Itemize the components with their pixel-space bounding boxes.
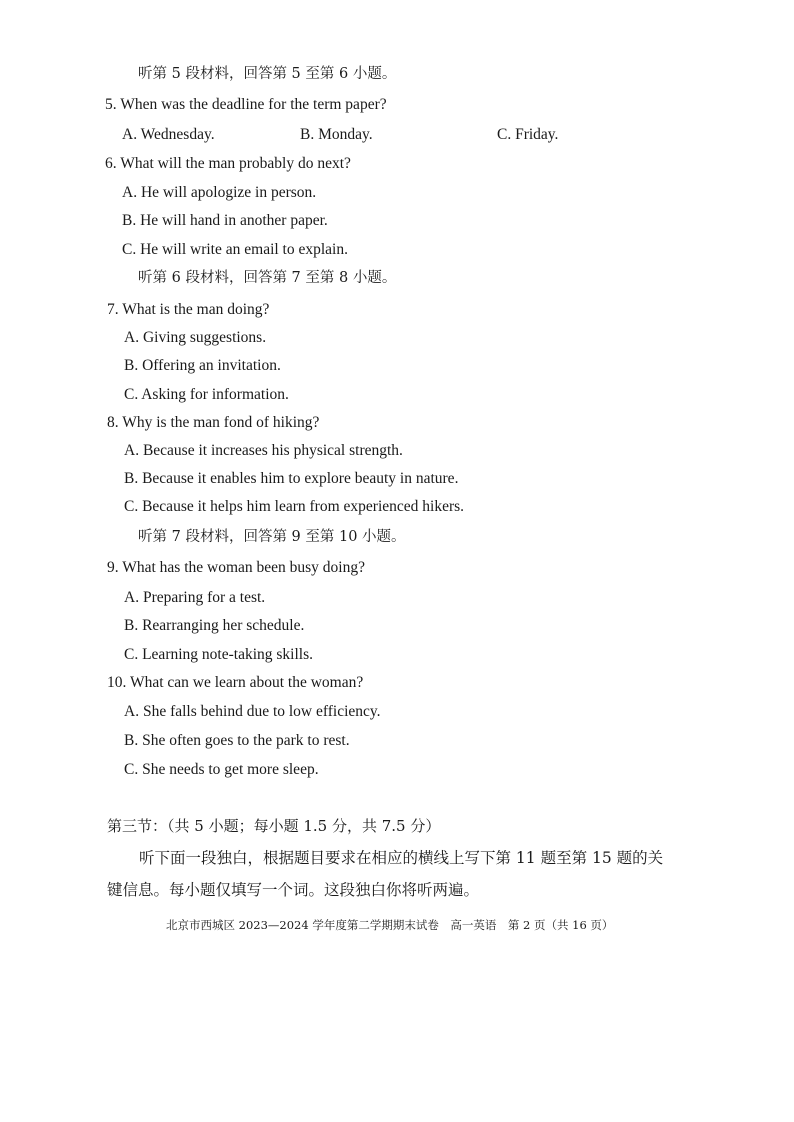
question-5-option-c: C. Friday. bbox=[497, 126, 559, 143]
part3-heading: 第三节：（共 5 小题；每小题 1.5 分，共 7.5 分） bbox=[107, 817, 441, 835]
question-5-option-a: A. Wednesday. bbox=[122, 126, 215, 143]
question-9-option-b: B. Rearranging her schedule. bbox=[124, 617, 305, 634]
part3-instruction-line2: 键信息。每小题仅填写一个词。这段独白你将听两遍。 bbox=[107, 881, 480, 899]
question-5-option-b: B. Monday. bbox=[300, 126, 373, 143]
question-8-option-b: B. Because it enables him to explore beauty in nature. bbox=[124, 470, 459, 487]
part3-instruction-line1: 听下面一段独白，根据题目要求在相应的横线上写下第 11 题至第 15 题的关 bbox=[139, 849, 664, 867]
question-8-option-c: C. Because it helps him learn from experienced hikers. bbox=[124, 498, 465, 515]
question-10-stem: 10. What can we learn about the woman? bbox=[107, 674, 364, 691]
question-10-option-b: B. She often goes to the park to rest. bbox=[124, 732, 350, 749]
question-10-option-a: A. She falls behind due to low efficiency. bbox=[124, 703, 381, 720]
question-7-option-b: B. Offering an invitation. bbox=[124, 357, 281, 374]
question-10-option-c: C. She needs to get more sleep. bbox=[124, 761, 319, 778]
question-6-option-b: B. He will hand in another paper. bbox=[122, 212, 328, 229]
question-9-stem: 9. What has the woman been busy doing? bbox=[107, 559, 365, 576]
question-8-option-a: A. Because it increases his physical strength. bbox=[124, 442, 403, 459]
question-7-option-a: A. Giving suggestions. bbox=[124, 329, 267, 346]
question-9-option-c: C. Learning note-taking skills. bbox=[124, 646, 313, 663]
question-7-option-c: C. Asking for information. bbox=[124, 386, 289, 403]
question-7-stem: 7. What is the man doing? bbox=[107, 301, 270, 318]
question-6-option-c: C. He will write an email to explain. bbox=[122, 241, 348, 258]
page-footer: 北京市西城区 2023—2024 学年度第二学期期末试卷 高一英语 第 2 页（共 16 页） bbox=[166, 918, 614, 932]
question-8-stem: 8. Why is the man fond of hiking? bbox=[107, 414, 320, 431]
question-6-option-a: A. He will apologize in person. bbox=[122, 184, 317, 201]
section-intro-5: 听第 5 段材料，回答第 5 至第 6 小题。 bbox=[138, 66, 397, 82]
section-intro-6: 听第 6 段材料，回答第 7 至第 8 小题。 bbox=[138, 270, 397, 286]
question-5-stem: 5. When was the deadline for the term paper? bbox=[105, 96, 387, 113]
question-9-option-a: A. Preparing for a test. bbox=[124, 589, 266, 606]
section-intro-7: 听第 7 段材料，回答第 9 至第 10 小题。 bbox=[138, 529, 406, 545]
question-6-stem: 6. What will the man probably do next? bbox=[105, 155, 351, 172]
